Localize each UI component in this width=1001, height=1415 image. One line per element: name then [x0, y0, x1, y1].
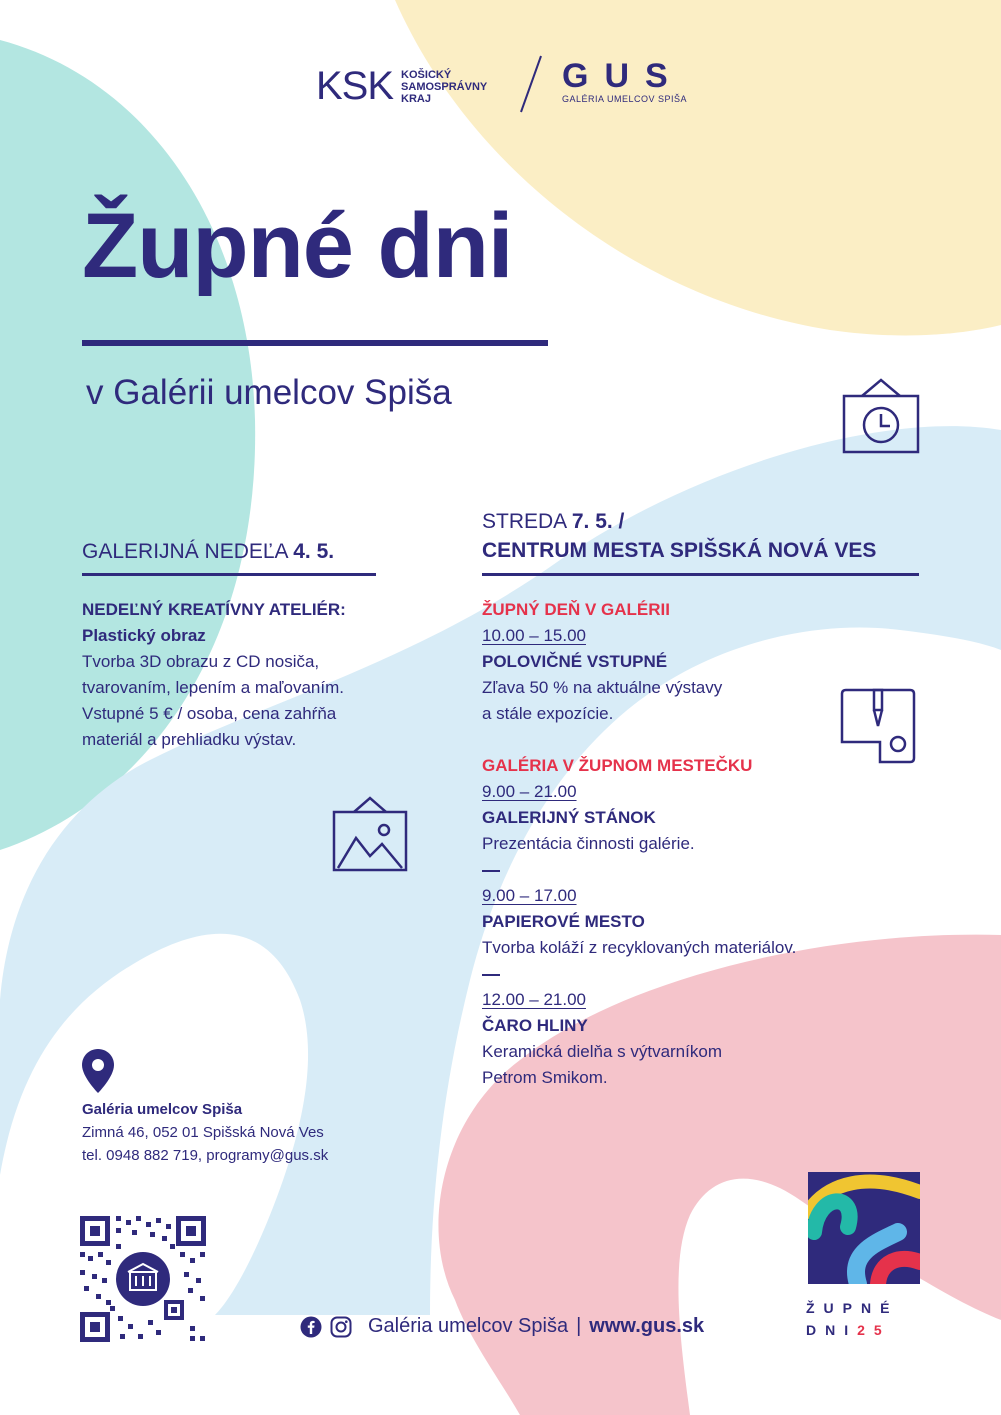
footer-separator: | — [576, 1315, 582, 1337]
sunday-event — [82, 597, 346, 753]
badge-line2-text: DNI — [806, 1322, 858, 1338]
gus-logo — [562, 58, 687, 104]
ksk-name-line: KRAJ — [401, 92, 431, 105]
header-divider — [517, 54, 545, 114]
item-line: Tvorba koláží z recyklovaných materiálov. — [482, 938, 797, 957]
sunday-event-title: NEDEĽNÝ KREATÍVNY ATELIÉR: — [82, 600, 346, 619]
sunday-description-line: Vstupné 5 € / osoba, cena zahŕňa — [82, 704, 337, 723]
location-pin-icon — [80, 1047, 116, 1095]
zupne-dni-badge-artwork — [808, 1172, 920, 1284]
sunday-heading — [82, 537, 334, 566]
sunday-description-line: materiál a prehliadku výstav. — [82, 730, 297, 749]
footer-website[interactable]: www.gus.sk — [589, 1315, 705, 1337]
item-line: Prezentácia činnosti galérie. — [482, 834, 695, 853]
ksk-name-line: SAMOSPRÁVNY — [401, 80, 488, 93]
group1-title: ŽUPNÝ DEŇ V GALÉRII — [482, 600, 670, 619]
wednesday-heading-prefix: STREDA — [482, 510, 572, 533]
contact-block — [82, 1098, 328, 1167]
item-line: Petrom Smikom. — [482, 1068, 608, 1087]
badge-line2-number: 25 — [857, 1322, 891, 1338]
wednesday-heading-date: 7. 5. / — [571, 510, 625, 533]
gus-name: GALÉRIA UMELCOV SPIŠA — [562, 94, 688, 104]
group1-line: a stále expozície. — [482, 704, 614, 723]
item-separator — [482, 857, 796, 883]
sunday-rule — [82, 573, 376, 576]
clock-frame-icon — [840, 376, 922, 456]
spacer — [482, 727, 796, 753]
item-name: ČARO HLINY — [482, 1016, 588, 1035]
item-line: Keramická dielňa s výtvarníkom — [482, 1042, 722, 1061]
badge-label — [806, 1297, 924, 1341]
gus-mark: GUS — [562, 57, 684, 95]
sunday-description-line: Tvorba 3D obrazu z CD nosiča, — [82, 652, 320, 671]
contact-name: Galéria umelcov Spiša — [82, 1101, 243, 1118]
page-subtitle: v Galérii umelcov Spiša — [86, 373, 452, 412]
sunday-description-line: tvarovaním, lepením a maľovaním. — [82, 678, 344, 697]
contact-address: Zimná 46, 052 01 Spišská Nová Ves — [82, 1124, 324, 1141]
group1-line: Zľava 50 % na aktuálne výstavy — [482, 678, 723, 697]
sunday-heading-prefix: GALERIJNÁ NEDEĽA — [82, 540, 294, 563]
contact-phone-email: tel. 0948 882 719, programy@gus.sk — [82, 1147, 329, 1164]
item-separator — [482, 961, 796, 987]
qr-code[interactable] — [80, 1216, 206, 1342]
badge-line1: ŽUPNÉ — [806, 1300, 899, 1316]
footer-social-label[interactable]: Galéria umelcov Spiša — [368, 1315, 569, 1337]
wednesday-program — [482, 597, 796, 1091]
instagram-icon[interactable] — [330, 1316, 352, 1338]
wednesday-rule — [482, 573, 919, 576]
item-time: 12.00 – 21.00 — [482, 990, 586, 1009]
group1-name: POLOVIČNÉ VSTUPNÉ — [482, 652, 668, 671]
group1-time: 10.00 – 15.00 — [482, 626, 586, 645]
sunday-event-subtitle: Plastický obraz — [82, 626, 206, 645]
ksk-mark: KSK — [316, 64, 394, 108]
footer — [300, 1315, 704, 1338]
group2-title: GALÉRIA V ŽUPNOM MESTEČKU — [482, 756, 753, 775]
wednesday-heading — [482, 507, 876, 565]
item-time: 9.00 – 21.00 — [482, 782, 577, 801]
item-name: GALERIJNÝ STÁNOK — [482, 808, 656, 827]
page-title: Župné dni — [82, 195, 513, 297]
wednesday-heading-place: CENTRUM MESTA SPIŠSKÁ NOVÁ VES — [482, 539, 877, 562]
title-underline — [82, 340, 548, 346]
item-time: 9.00 – 17.00 — [482, 886, 577, 905]
facebook-icon[interactable] — [300, 1316, 322, 1338]
easel-brush-icon — [838, 686, 918, 766]
ksk-name-line: KOŠICKÝ — [401, 68, 452, 81]
ksk-name — [401, 69, 487, 105]
item-name: PAPIEROVÉ MESTO — [482, 912, 645, 931]
ksk-logo — [316, 64, 487, 109]
sunday-heading-date: 4. 5. — [293, 540, 335, 563]
picture-frame-icon — [330, 794, 410, 874]
